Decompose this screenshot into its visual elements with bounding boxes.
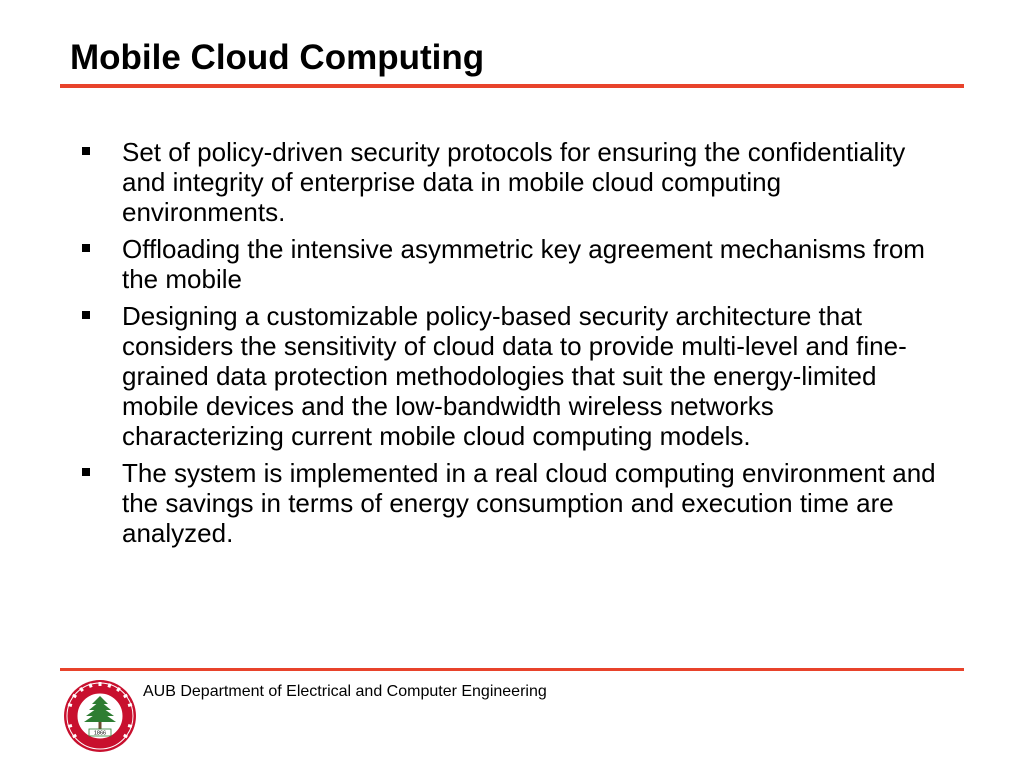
list-item	[82, 301, 942, 451]
footer-divider	[60, 668, 964, 671]
list-item	[82, 234, 942, 294]
list-item	[82, 137, 942, 227]
seal-year: 1866	[93, 730, 107, 737]
square-bullet-icon	[82, 468, 90, 476]
slide-title: Mobile Cloud Computing	[70, 38, 485, 77]
square-bullet-icon	[82, 311, 90, 319]
list-item	[82, 458, 942, 548]
bullet-text: Offloading the intensive asymmetric key agreement mechanisms from the mobile	[122, 234, 925, 294]
bullet-text: Set of policy-driven security protocols for ensuring the confidentiality and integrity of enterprise data in mobile cloud computing environments.	[122, 137, 906, 227]
footer-text: AUB Department of Electrical and Computer Engineering	[143, 683, 547, 700]
bullet-text: The system is implemented in a real cloud computing environment and the savings in terms of energy consumption and execution time are analyzed.	[122, 458, 936, 548]
bullet-text: Designing a customizable policy-based security architecture that considers the sensitivity of cloud data to provide multi-level and fine-grained data protection methodologies that suit the energy-limited mobile devices and the low-bandwidth wireless networks characterizing current mobile cloud computing models.	[122, 301, 907, 451]
square-bullet-icon	[82, 147, 90, 155]
bullet-list	[82, 137, 942, 555]
title-divider	[60, 84, 964, 88]
aub-seal-logo	[62, 678, 138, 754]
square-bullet-icon	[82, 244, 90, 252]
